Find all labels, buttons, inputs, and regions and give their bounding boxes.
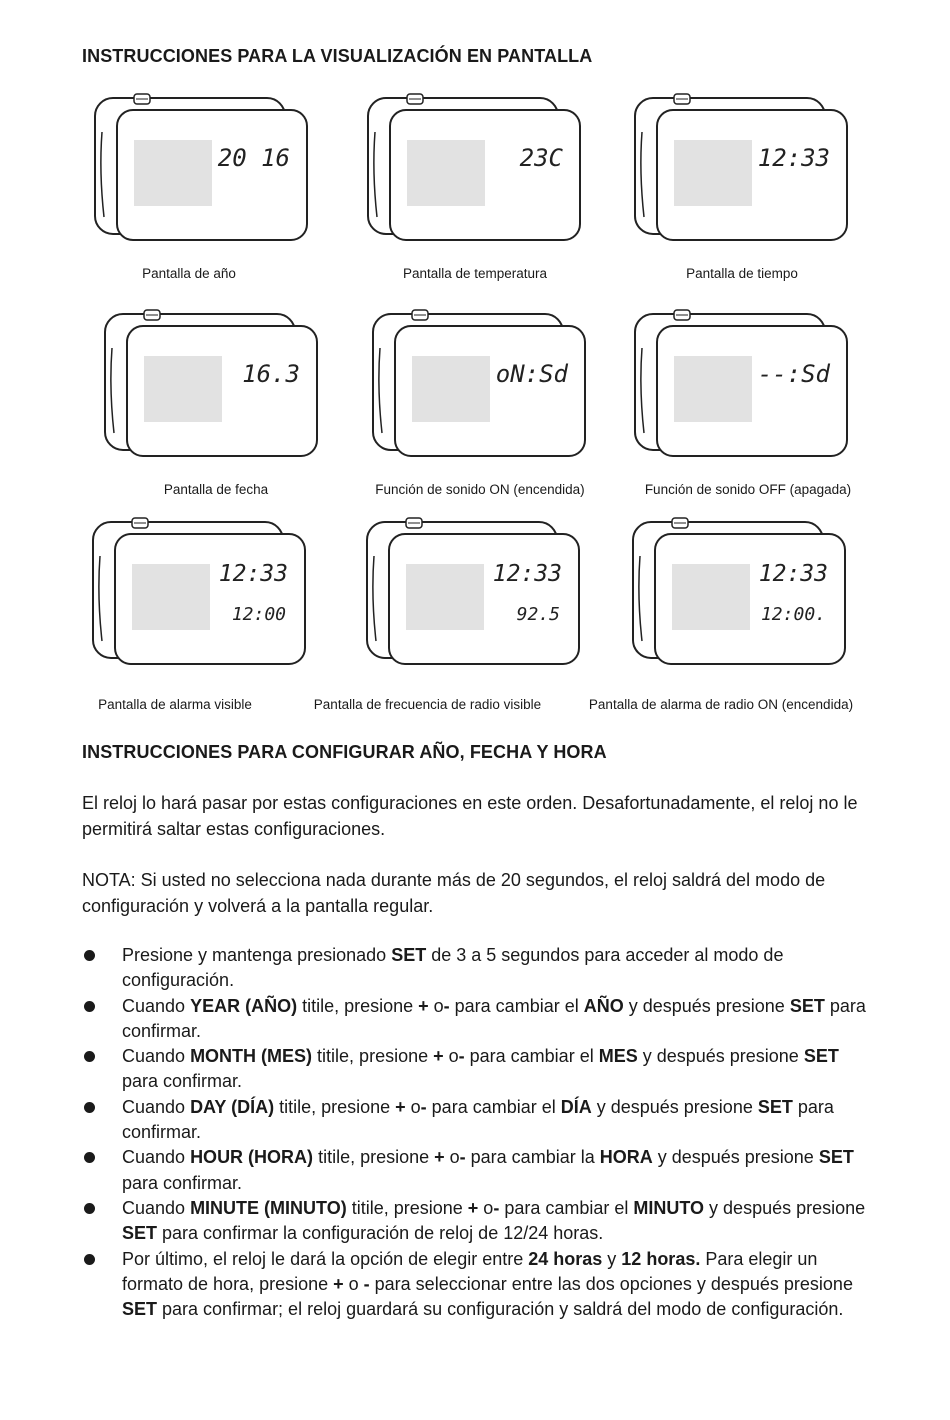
step-text: Para elegir un formato de hora, presione — [122, 1248, 818, 1294]
clock-illustration-radio-alarm — [628, 516, 928, 716]
emphasized-text: SET — [803, 1046, 839, 1067]
emphasized-text: MONTH (MES) — [190, 1046, 313, 1067]
step-text: Por último, el reloj le dará la opción de elegir entre — [122, 1248, 529, 1269]
bullet-icon — [84, 950, 95, 961]
emphasized-text: 24 horas — [528, 1248, 603, 1269]
clock-screen-panel — [674, 140, 752, 206]
emphasized-text: - — [420, 1096, 427, 1117]
emphasized-text: - — [459, 1147, 466, 1168]
step-text: para confirmar. — [122, 995, 866, 1041]
clock-svg — [368, 308, 598, 468]
lcd-secondary-readout: 12:00. — [760, 604, 826, 625]
clock-svg — [630, 92, 860, 252]
clock-screen-panel — [144, 356, 222, 422]
snooze-button-icon — [144, 310, 160, 320]
snooze-button-icon — [674, 310, 690, 320]
caption-date-display: Pantalla de fecha — [163, 482, 269, 497]
emphasized-text: SET — [391, 945, 427, 965]
emphasized-text: 12 horas. — [621, 1248, 701, 1269]
emphasized-text: AÑO — [583, 995, 624, 1016]
clock-svg — [100, 308, 330, 468]
step-text: para confirmar. — [122, 1071, 243, 1092]
step-text: y después presione — [591, 1096, 758, 1117]
setup-step-item — [82, 1145, 872, 1196]
emphasized-text: - — [363, 1273, 370, 1294]
emphasized-text: MINUTE (MINUTO) — [190, 1197, 347, 1218]
clock-illustration-sound-on — [368, 308, 668, 508]
snooze-button-icon — [672, 518, 688, 528]
clock-screen-panel — [412, 356, 490, 422]
step-text: o — [444, 1147, 460, 1168]
clock-screen-panel — [672, 564, 750, 630]
emphasized-text: + — [333, 1273, 344, 1294]
step-text: para confirmar; el reloj guardará su configuración y saldrá del modo de configuración. — [157, 1299, 844, 1320]
caption-radio-alarm-display: Pantalla de alarma de radio ON (encendida) — [588, 697, 854, 712]
bullet-icon — [84, 1051, 95, 1062]
clock-screen-panel — [674, 356, 752, 422]
emphasized-text: HORA — [599, 1147, 653, 1168]
emphasized-text: + — [434, 1147, 445, 1168]
emphasized-text: HOUR (HORA) — [190, 1147, 314, 1168]
step-text: y después presione — [704, 1197, 866, 1218]
step-text: Cuando — [122, 995, 191, 1016]
step-text: o — [405, 1096, 421, 1117]
setup-step-item — [82, 1095, 872, 1146]
step-text: para cambiar la — [465, 1147, 600, 1168]
emphasized-text: SET — [122, 1223, 158, 1244]
step-text: y — [602, 1248, 622, 1269]
setup-steps-list — [82, 943, 872, 1322]
snooze-button-icon — [407, 94, 423, 104]
bullet-icon — [84, 1001, 95, 1012]
snooze-button-icon — [134, 94, 150, 104]
snooze-button-icon — [674, 94, 690, 104]
step-text: titile, presione — [346, 1197, 468, 1218]
caption-temperature-display: Pantalla de temperatura — [402, 266, 548, 281]
step-text: o — [443, 1046, 459, 1067]
step-text: de 3 a 5 segundos para acceder al modo de configuración. — [122, 945, 784, 991]
step-text: para seleccionar entre las dos opciones y después presione — [369, 1273, 853, 1294]
step-text: para cambiar el — [449, 995, 584, 1016]
lcd-primary-readout: 20 16 — [217, 144, 290, 172]
caption-year-display: Pantalla de año — [142, 266, 236, 281]
caption-alarm-display: Pantalla de alarma visible — [98, 697, 252, 712]
step-text: para cambiar el — [499, 1197, 634, 1218]
clock-illustration-alarm — [88, 516, 388, 716]
step-text: para confirmar. — [122, 1096, 834, 1143]
step-text: para cambiar el — [426, 1096, 561, 1117]
bullet-icon — [84, 1254, 95, 1265]
clock-illustration-radio-frequency — [362, 516, 662, 716]
lcd-primary-readout: 12:33 — [757, 144, 830, 172]
setup-step-item — [82, 1044, 872, 1095]
clock-illustration-time — [630, 92, 930, 292]
step-text: Cuando — [122, 1197, 191, 1218]
setup-step-item — [82, 1247, 872, 1323]
intro-paragraph: El reloj lo hará pasar por estas configuraciones en este orden. Desafortunadamente, el reloj no le permitirá saltar estas configuraciones. — [82, 793, 858, 839]
note-paragraph: NOTA: Si usted no selecciona nada durante más de 20 segundos, el reloj saldrá del modo de configuración y volverá a la pantalla regular. — [82, 870, 826, 916]
setup-step-item — [82, 943, 872, 994]
emphasized-text: - — [493, 1197, 500, 1218]
lcd-primary-readout: 16.3 — [242, 360, 300, 388]
emphasized-text: SET — [757, 1096, 793, 1117]
step-text: para confirmar. — [122, 1172, 243, 1193]
emphasized-text: + — [395, 1096, 406, 1117]
emphasized-text: SET — [789, 995, 825, 1016]
snooze-button-icon — [412, 310, 428, 320]
caption-time-display: Pantalla de tiempo — [686, 266, 798, 281]
lcd-secondary-readout: 92.5 — [516, 604, 560, 625]
step-text: Cuando — [122, 1147, 191, 1168]
emphasized-text: YEAR (AÑO) — [190, 995, 298, 1016]
lcd-primary-readout: oN:Sd — [495, 360, 568, 388]
step-text: y después presione — [637, 1046, 804, 1067]
clock-svg — [628, 516, 858, 676]
display-instructions-heading: INSTRUCCIONES PARA LA VISUALIZACIÓN EN PANTALLA — [82, 46, 593, 66]
step-text: titile, presione — [313, 1147, 435, 1168]
clock-svg — [363, 92, 593, 252]
step-text: titile, presione — [297, 995, 419, 1016]
emphasized-text: MES — [598, 1046, 638, 1067]
clock-illustration-year — [90, 92, 390, 292]
step-text: o — [478, 1197, 494, 1218]
bullet-icon — [84, 1102, 95, 1113]
step-text: y después presione — [623, 995, 790, 1016]
step-text: Cuando — [122, 1096, 191, 1117]
caption-radio-frequency-display: Pantalla de frecuencia de radio visible — [313, 697, 542, 712]
lcd-primary-readout: 12:33 — [758, 561, 828, 587]
clock-svg — [362, 516, 592, 676]
clock-screen-panel — [407, 140, 485, 206]
bullet-icon — [84, 1203, 95, 1214]
lcd-primary-readout: 23C — [519, 144, 563, 172]
clock-illustration-temperature — [363, 92, 663, 292]
step-text: titile, presione — [274, 1096, 396, 1117]
lcd-primary-readout: 12:33 — [218, 561, 288, 587]
step-text: para confirmar la configuración de reloj de 12/24 horas. — [157, 1223, 604, 1244]
snooze-button-icon — [132, 518, 148, 528]
caption-sound-on-display: Función de sonido ON (encendida) — [375, 482, 585, 497]
step-text: Cuando — [122, 1046, 191, 1067]
caption-sound-off-display: Función de sonido OFF (apagada) — [644, 482, 852, 497]
step-text: y después presione — [652, 1147, 819, 1168]
step-text: titile, presione — [312, 1046, 434, 1067]
emphasized-text: + — [418, 995, 429, 1016]
clock-svg — [630, 308, 860, 468]
setup-step-item — [82, 1196, 872, 1247]
snooze-button-icon — [406, 518, 422, 528]
lcd-primary-readout: --:Sd — [757, 360, 830, 388]
emphasized-text: SET — [818, 1147, 854, 1168]
lcd-primary-readout: 12:33 — [492, 561, 562, 587]
lcd-secondary-readout: 12:00 — [231, 604, 286, 625]
clock-svg — [90, 92, 320, 252]
clock-screen-panel — [132, 564, 210, 630]
setup-instructions-heading: INSTRUCCIONES PARA CONFIGURAR AÑO, FECHA Y HORA — [82, 742, 607, 762]
step-text: o — [428, 995, 444, 1016]
emphasized-text: DAY (DÍA) — [190, 1096, 275, 1117]
emphasized-text: - — [458, 1046, 465, 1067]
emphasized-text: + — [433, 1046, 444, 1067]
emphasized-text: DÍA — [560, 1096, 592, 1117]
clock-screen-panel — [406, 564, 484, 630]
step-text: para cambiar el — [464, 1046, 599, 1067]
clock-illustration-sound-off — [630, 308, 930, 508]
emphasized-text: SET — [122, 1299, 158, 1320]
clock-illustration-date — [100, 308, 400, 508]
step-text: Presione y mantenga presionado — [122, 945, 392, 965]
bullet-icon — [84, 1152, 95, 1163]
step-text: o — [343, 1273, 364, 1294]
emphasized-text: + — [467, 1197, 479, 1218]
setup-step-item — [82, 994, 872, 1045]
emphasized-text: MINUTO — [633, 1197, 705, 1218]
emphasized-text: - — [443, 995, 450, 1016]
clock-svg — [88, 516, 318, 676]
clock-screen-panel — [134, 140, 212, 206]
